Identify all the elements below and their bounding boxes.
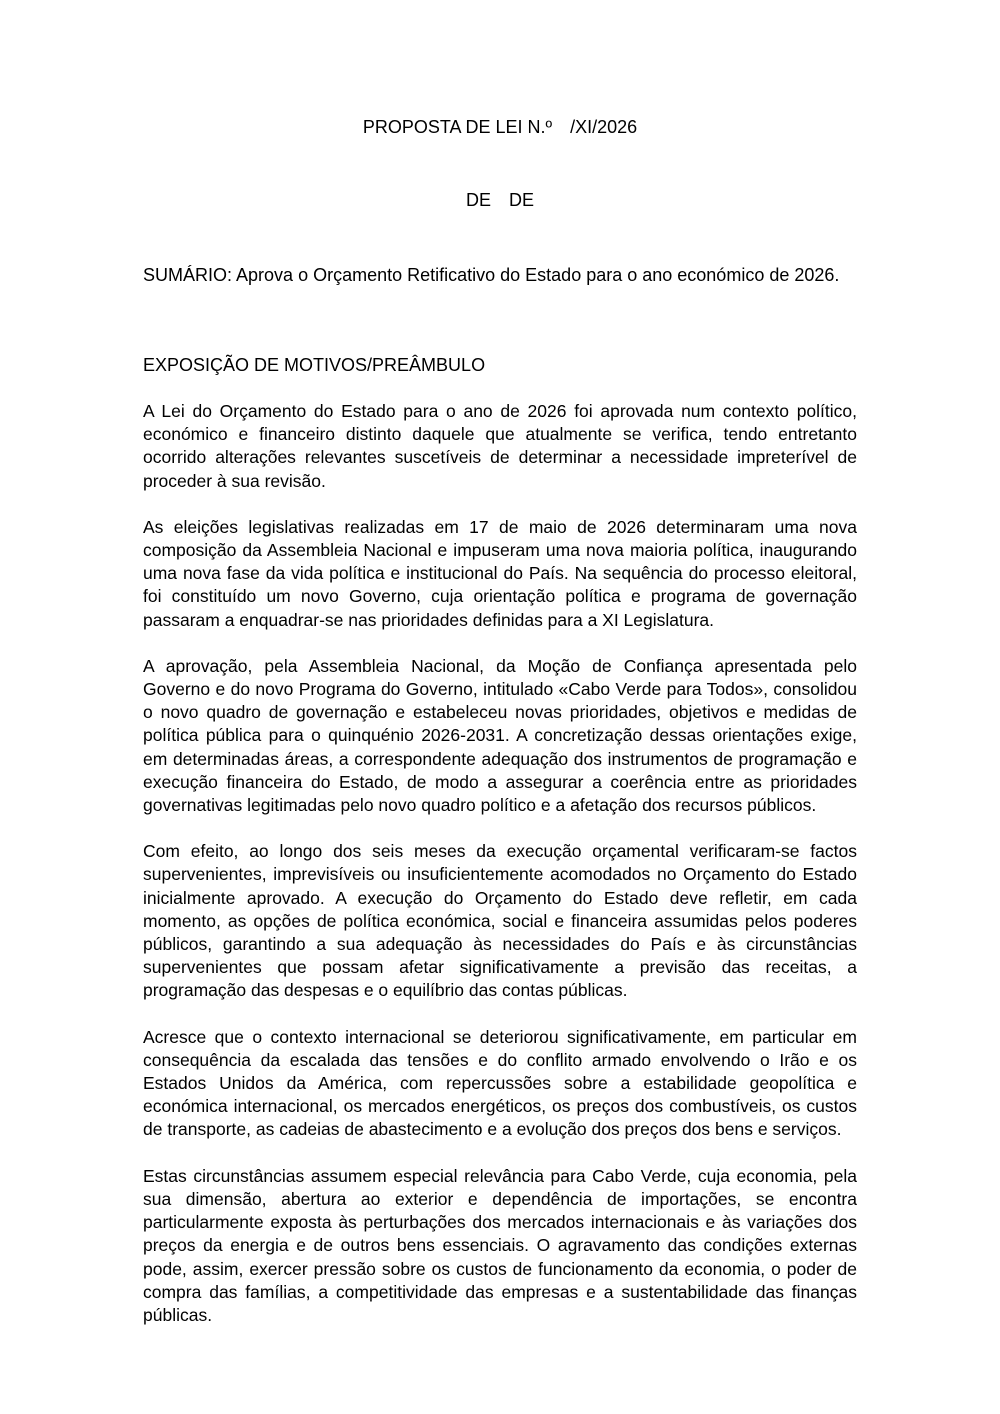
paragraph: A Lei do Orçamento do Estado para o ano de 2026 foi aprovada num contexto político, económico e financeiro distinto daquele que atualmente se verifica, tendo entretanto ocorrido alterações relevantes suscetíveis de determinar a necessidade impreterível de proceder à sua revisão. xyxy=(143,401,857,491)
title-law-number-label: PROPOSTA DE LEI N.º xyxy=(362,117,553,137)
title-legislature-year: /XI/2026 xyxy=(570,117,638,137)
summary-label: SUMÁRIO: xyxy=(143,265,233,285)
document-title xyxy=(0,115,1000,139)
preamble-body xyxy=(143,400,857,1350)
summary-line xyxy=(143,263,863,287)
section-heading: EXPOSIÇÃO DE MOTIVOS/PREÂMBULO xyxy=(143,355,486,375)
document-date-line xyxy=(0,188,1000,212)
paragraph: Estas circunstâncias assumem especial relevância para Cabo Verde, cuja economia, pela sua dimensão, abertura ao exterior e dependência de importações, se encontra particularmente exposta às perturbações dos mercados internacionais e às variações dos preços da energia e de outros bens essenciais. O agravamento das condições externas pode, assim, exercer pressão sobre os custos de funcionamento da economia, o poder de compra das famílias, a competitividade das empresas e a sustentabilidade das finanças públicas. xyxy=(143,1165,857,1325)
paragraph: A aprovação, pela Assembleia Nacional, da Moção de Confiança apresentada pelo Governo e do novo Programa do Governo, intitulado «Cabo Verde para Todos», consolidou o novo quadro de governação e estabeleceu novas prioridades, objetivos e medidas de política pública para o quinquénio 2026-2031. A concretização dessas orientações exige, em determinadas áreas, a correspondente adequação dos instrumentos de programação e execução financeira do Estado, de modo a assegurar a coerência entre as prioridades governativas legitimadas pelo novo quadro político e a afetação dos recursos públicos. xyxy=(143,655,857,816)
paragraph: Acresce que o contexto internacional se deteriorou significativamente, em particular em consequência da escalada das tensões e do conflito armado envolvendo o Irão e os Estados Unidos da América, com repercussões sobre a estabilidade geopolítica e económica internacional, os mercados energéticos, os preços dos combustíveis, os custos de transporte, as cadeias de abastecimento e a evolução dos preços dos bens e serviços. xyxy=(143,1026,857,1140)
paragraph: As eleições legislativas realizadas em 17 de maio de 2026 determinaram uma nova composição da Assembleia Nacional e impuseram uma nova maioria política, inaugurando uma nova fase da vida política e institucional do País. Na sequência do processo eleitoral, foi constituído um novo Governo, cuja orientação política e programa de governação passaram a enquadrar-se nas prioridades definidas para a XI Legislatura. xyxy=(143,516,857,630)
summary-text: Aprova o Orçamento Retificativo do Estado para o ano económico de 2026. xyxy=(236,265,840,285)
date-month-label: DE xyxy=(509,190,535,210)
date-day-label: DE xyxy=(465,190,491,210)
paragraph: Com efeito, ao longo dos seis meses da execução orçamental verificaram-se factos supervenientes, imprevisíveis ou insuficientemente acomodados no Orçamento do Estado inicialmente aprovado. A execução do Orçamento do Estado deve refletir, em cada momento, as opções de política económica, social e financeira assumidas pelos poderes públicos, garantindo a sua adequação às necessidades do País e às circunstâncias supervenientes que possam afetar significativamente a previsão das receitas, a programação das despesas e o equilíbrio das contas públicas. xyxy=(143,841,857,1001)
